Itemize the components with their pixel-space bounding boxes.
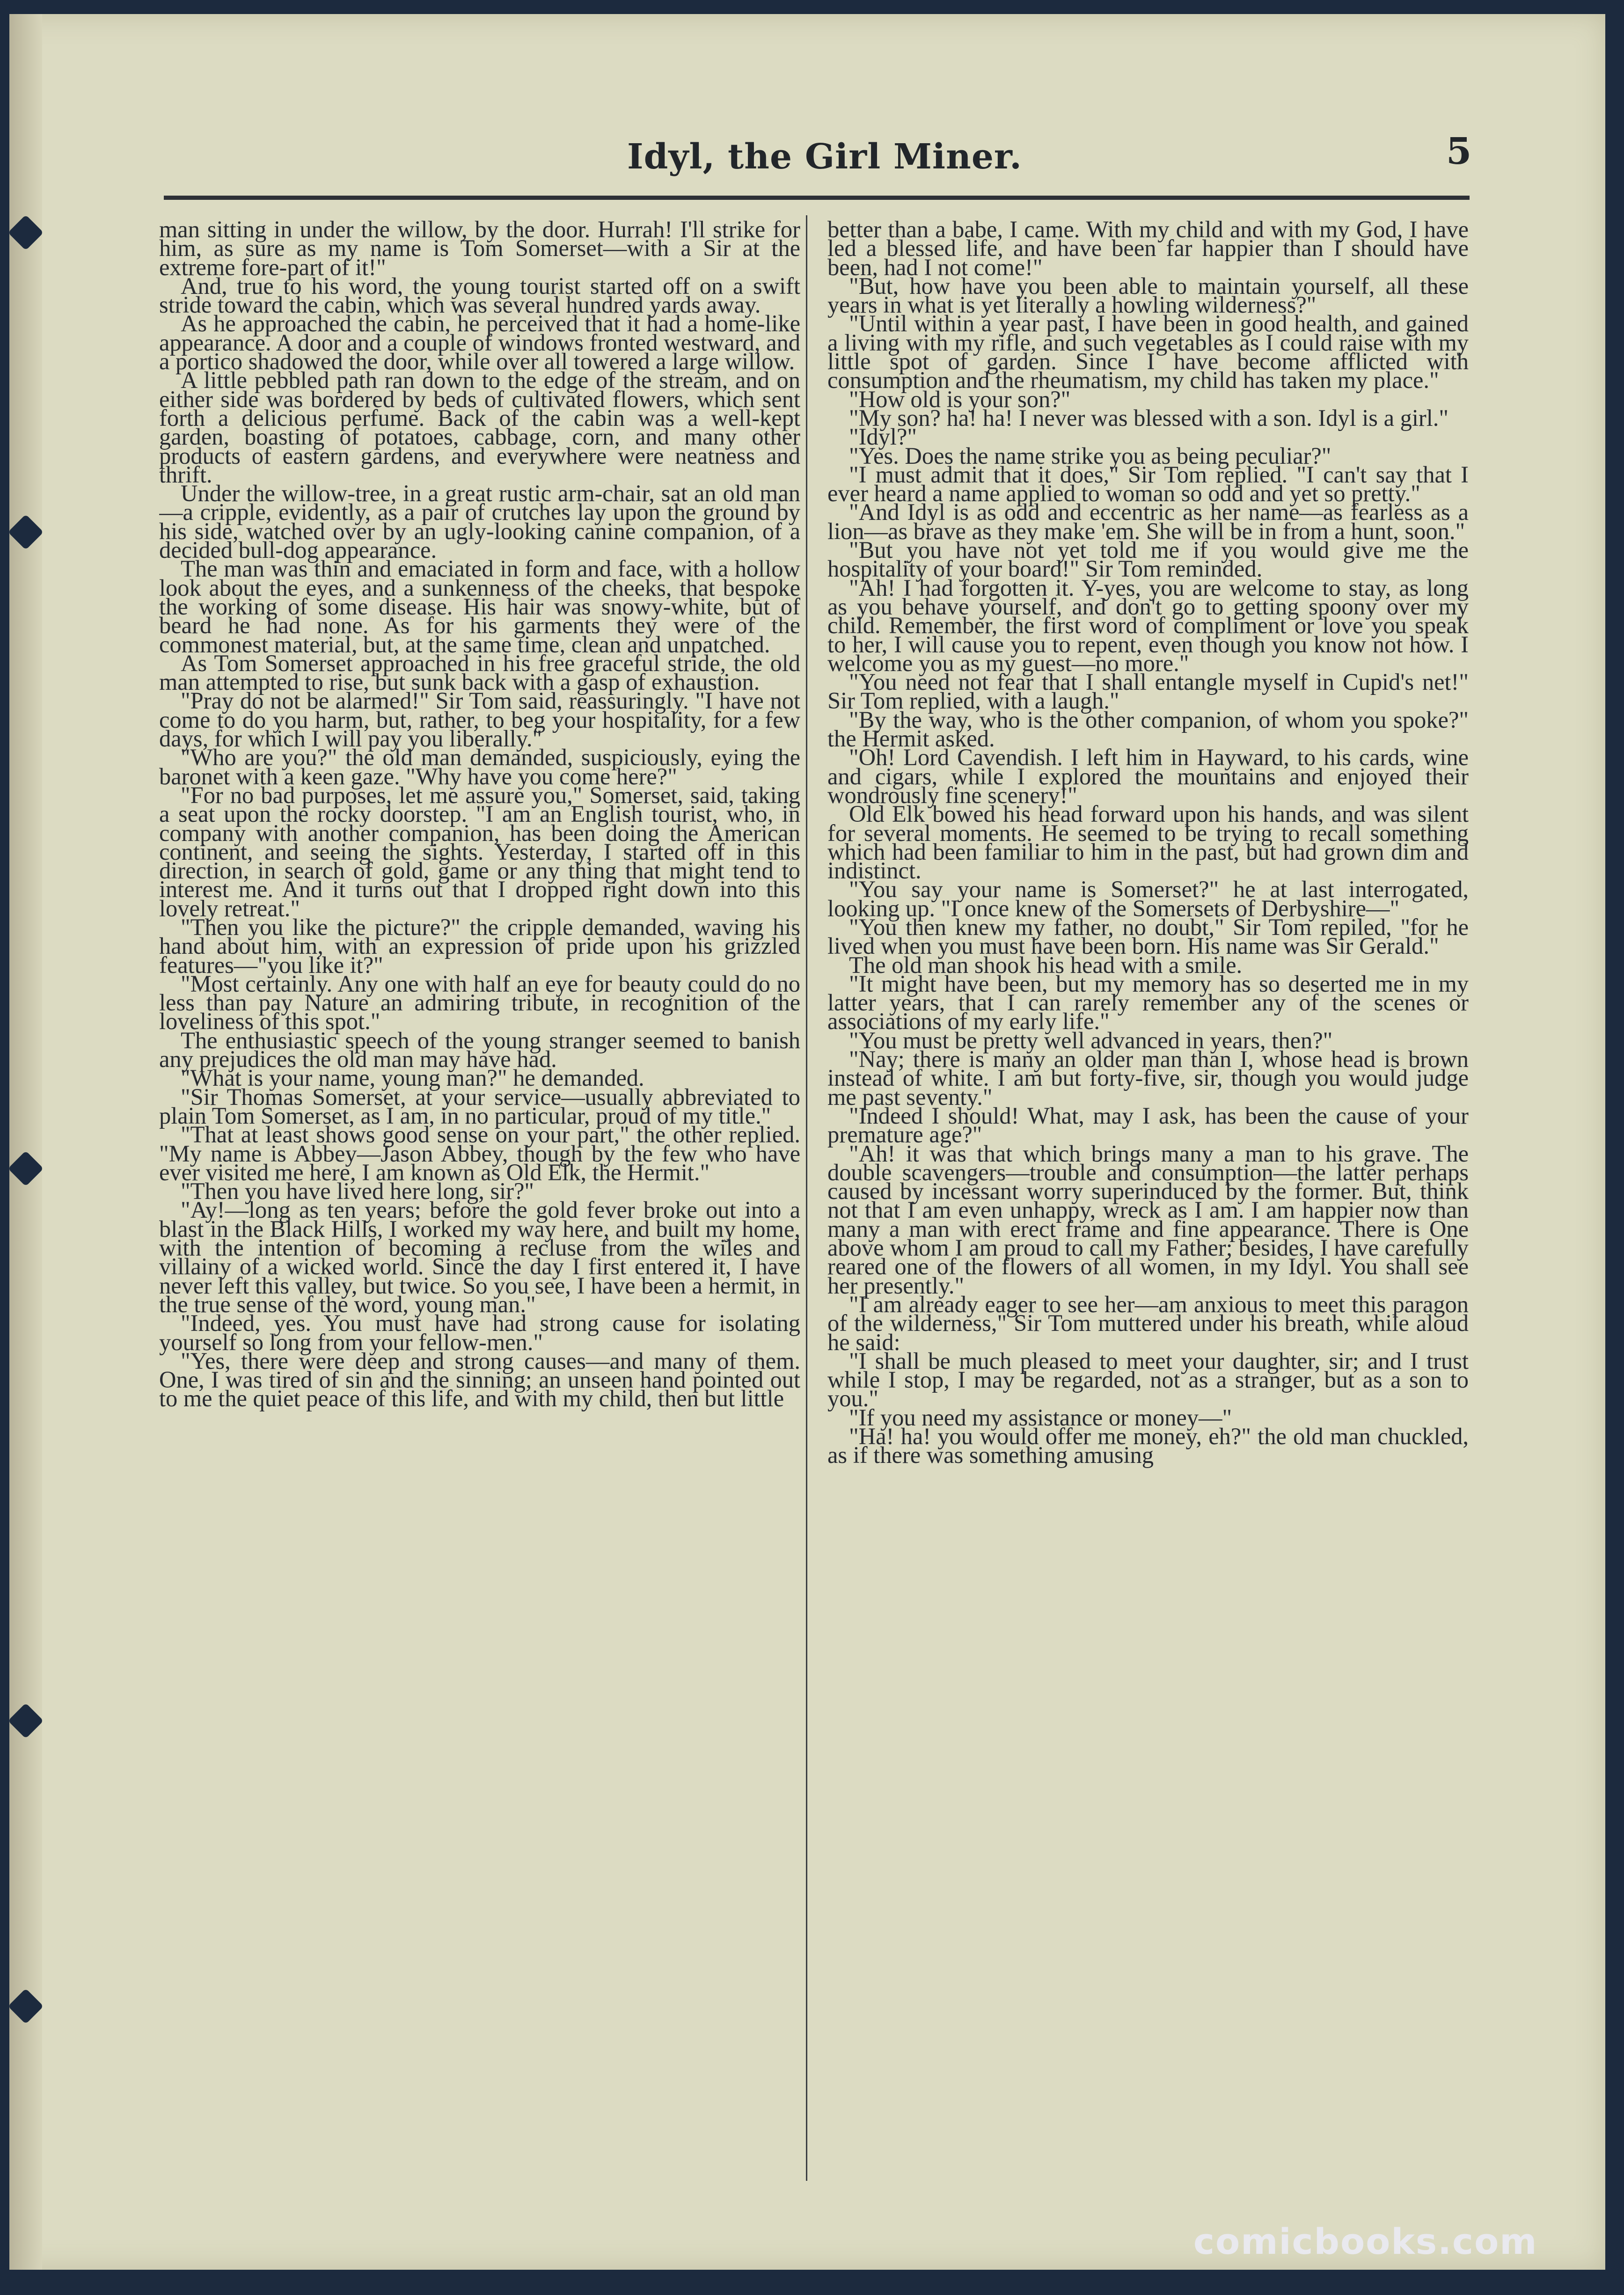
paragraph: The man was thin and emaciated in form and face, with a hollow look about the eyes, and a sunkenness of the cheeks, that bespoke the working of some disease. His hair was snowy-white, but of beard he had none. As for his garments they were of the commonest material, but, at the same time, clean and unpatched.	[159, 555, 800, 658]
paragraph: "Ah! I had forgotten it. Y-yes, you are welcome to stay, as long as you behave yourself, and don't go to getting spoony over my child. Remember, the first word of compliment or love you speak to her, I will cause you to repent, even though you know not how. I welcome you as my guest—no more."	[827, 574, 1469, 676]
paragraph: And, true to his word, the young tourist started off on a swift stride toward the cabin, which was several hundred yards away.	[159, 272, 800, 318]
staple-hole-icon	[8, 215, 44, 250]
paragraph: "Indeed, yes. You must have had strong cause for isolating yourself so long from your fellow-men."	[159, 1310, 800, 1355]
right-column	[827, 220, 1469, 2185]
staple-hole-icon	[8, 1703, 44, 1739]
paragraph: "I must admit that it does," Sir Tom replied. "I can't say that I ever heard a name applied to woman so odd and yet so pretty."	[827, 461, 1469, 507]
column-divider	[806, 215, 807, 2181]
paragraph: "How old is your son?"	[849, 386, 1071, 412]
paragraph: "Ay!—long as ten years; before the gold fever broke out into a blast in the Black Hills, I worked my way here, and built my home, with the intention of becoming a recluse from the wiles and villainy of a wicked world. Since the day I first entered it, I have never left this valley, but twice. So you see, I have been a hermit, in the true sense of the word, young man."	[159, 1197, 800, 1317]
paragraph: "You say your name is Somerset?" he at last interrogated, looking up. "I once knew of the Somersets of Derbyshire—"	[827, 876, 1469, 921]
paragraph: "You must be pretty well advanced in years, then?"	[849, 1027, 1333, 1053]
paragraph: "Indeed I should! What, may I ask, has been the cause of your premature age?"	[827, 1102, 1469, 1148]
paragraph: "Until within a year past, I have been in good health, and gained a living with my rifle, and such vegetables as I could raise with my little spot of garden. Since I have become afflicted with consumption and the rheumatism, my child has taken my place."	[827, 310, 1469, 394]
paragraph: "Pray do not be alarmed!" Sir Tom said, reassuringly. "I have not come to do you harm, but, rather, to beg your hospitality, for a few days, for which I will pay you liberally."	[159, 687, 800, 752]
paragraph: "It might have been, but my memory has so deserted me in my latter years, that I can rarely remember any of the scenes or associations of my early life."	[827, 970, 1469, 1035]
paragraph: "Then you have lived here long, sir?"	[181, 1178, 534, 1205]
paragraph: "But you have not yet told me if you would give me the hospitality of your board!" Sir Tom reminded.	[827, 537, 1469, 582]
paragraph: The old man shook his head with a smile.	[849, 951, 1243, 978]
paragraph: "Idyl?"	[849, 424, 917, 450]
paragraph: "If you need my assistance or money—"	[849, 1404, 1232, 1431]
paragraph: better than a babe, I came. With my child and with my God, I have led a blessed life, and have been far happier than I should have been, had I not come!"	[827, 220, 1469, 280]
paragraph: "Sir Thomas Somerset, at your service—usually abbreviated to plain Tom Somerset, as I am, in no particular, proud of my title."	[159, 1083, 800, 1129]
paragraph: "Then you like the picture?" the cripple demanded, waving his hand about him, with an expression of pride upon his grizzled features—"you like it?"	[159, 914, 800, 978]
paragraph: "What is your name, young man?" he demanded.	[181, 1065, 644, 1091]
paragraph: "I shall be much pleased to meet your daughter, sir; and I trust while I stop, I may be regarded, not as a stranger, but as a son to you."	[827, 1347, 1469, 1412]
paragraph: "Who are you?" the old man demanded, suspiciously, eying the baronet with a keen gaze. "Why have you come here?"	[159, 744, 800, 789]
paragraph: man sitting in under the willow, by the door. Hurrah! I'll strike for him, as sure as my name is Tom Somerset—with a Sir at the extreme fore-part of it!"	[159, 220, 800, 280]
page-number: 5	[1446, 130, 1472, 173]
paragraph: "Yes, there were deep and strong causes—and many of them. One, I was tired of sin and the sinning; an unseen hand pointed out to me the quiet peace of this life, and with my child, then but little	[159, 1347, 800, 1412]
binding-gutter	[9, 14, 42, 2270]
left-column	[159, 220, 800, 2185]
running-title: Idyl, the Girl Miner.	[627, 137, 1022, 177]
paragraph: As Tom Somerset approached in his free graceful stride, the old man attempted to rise, but sunk back with a gasp of exhaustion.	[159, 650, 800, 695]
paragraph: "I am already eager to see her—am anxious to meet this paragon of the wilderness," Sir Tom muttered under his breath, while aloud he said:	[827, 1291, 1469, 1355]
staple-hole-icon	[8, 514, 44, 550]
paragraph: "My son? ha! ha! I never was blessed with a son. Idyl is a girl."	[849, 404, 1448, 431]
paragraph: As he approached the cabin, he perceived that it had a home-like appearance. A door and a couple of windows fronted westward, and a portico shadowed the door, while over all towered a large willow.	[159, 310, 800, 375]
staple-hole-icon	[8, 1988, 44, 2024]
header-rule	[164, 196, 1470, 200]
paragraph: "Ha! ha! you would offer me money, eh?" the old man chuckled, as if there was something amusing	[827, 1423, 1469, 1469]
paragraph: Under the willow-tree, in a great rustic arm-chair, sat an old man—a cripple, evidently, as a pair of crutches lay upon the ground by his side, watched over by an ugly-looking canine companion, of a decided bull-dog appearance.	[159, 480, 800, 563]
paragraph: "By the way, who is the other companion, of whom you spoke?" the Hermit asked.	[827, 706, 1469, 752]
paragraph: "Ah! it was that which brings many a man to his grave. The double scavengers—trouble and consumption—the latter perhaps caused by incessant worry superinduced by the former. But, think not that I am even unhappy, wreck as I am. I am happier now than many a man with erect frame and fine appearance. There is One above whom I am proud to call my Father; besides, I have carefully reared one of the flowers of all women, in my Idyl. You shall see her presently."	[827, 1140, 1469, 1299]
paragraph: The enthusiastic speech of the young stranger seemed to banish any prejudices the old man may have had.	[159, 1027, 800, 1073]
paragraph: "Nay; there is many an older man than I, whose head is brown instead of white. I am but forty-five, sir, though you would judge me past seventy."	[827, 1046, 1469, 1110]
staple-hole-icon	[8, 1151, 44, 1186]
paragraph: "You need not fear that I shall entangle myself in Cupid's net!" Sir Tom replied, with a laugh."	[827, 669, 1469, 714]
paragraph: "Most certainly. Any one with half an eye for beauty could do no less than pay Nature an admiring tribute, in recognition of the loveliness of this spot."	[159, 970, 800, 1035]
watermark-text: comicbooks.com	[1193, 2221, 1538, 2262]
paragraph: "Yes. Does the name strike you as being peculiar?"	[849, 442, 1331, 469]
paragraph: A little pebbled path ran down to the edge of the stream, and on either side was bordered by beds of cultivated flowers, which sent forth a delicious perfume. Back of the cabin was a well-kept garden, boasting of potatoes, cabbage, corn, and many other products of eastern gardens, and everywhere were neatness and thrift.	[159, 367, 800, 488]
paragraph: Old Elk bowed his head forward upon his hands, and was silent for several moments. He seemed to be trying to recall something which had been familiar to him in the past, but had grown dim and indistinct.	[827, 801, 1469, 884]
paragraph: "That at least shows good sense on your part," the other replied. "My name is Abbey—Jason Abbey, though by the few who have ever visited me here, I am known as Old Elk, the Hermit."	[159, 1121, 800, 1185]
paragraph: "For no bad purposes, let me assure you," Somerset, said, taking a seat upon the rocky doorstep. "I am an English tourist, who, in company with another companion, has been doing the American continent, and seeing the sights. Yesterday, I started off in this direction, in search of gold, game or any thing that might tend to interest me. And it turns out that I dropped right down into this lovely retreat."	[159, 782, 800, 921]
paragraph: "Oh! Lord Cavendish. I left him in Hayward, to his cards, wine and cigars, while I explored the mountains and enjoyed their wondrously fine scenery!"	[827, 744, 1469, 808]
paragraph: "And Idyl is as odd and eccentric as her name—as fearless as a lion—as brave as they make 'em. She will be in from a hunt, soon."	[827, 499, 1469, 544]
paragraph: "But, how have you been able to maintain yourself, all these years in what is yet literally a howling wilderness?"	[827, 272, 1469, 318]
paragraph: "You then knew my father, no doubt," Sir Tom repiled, "for he lived when you must have been born. His name was Sir Gerald."	[827, 914, 1469, 959]
